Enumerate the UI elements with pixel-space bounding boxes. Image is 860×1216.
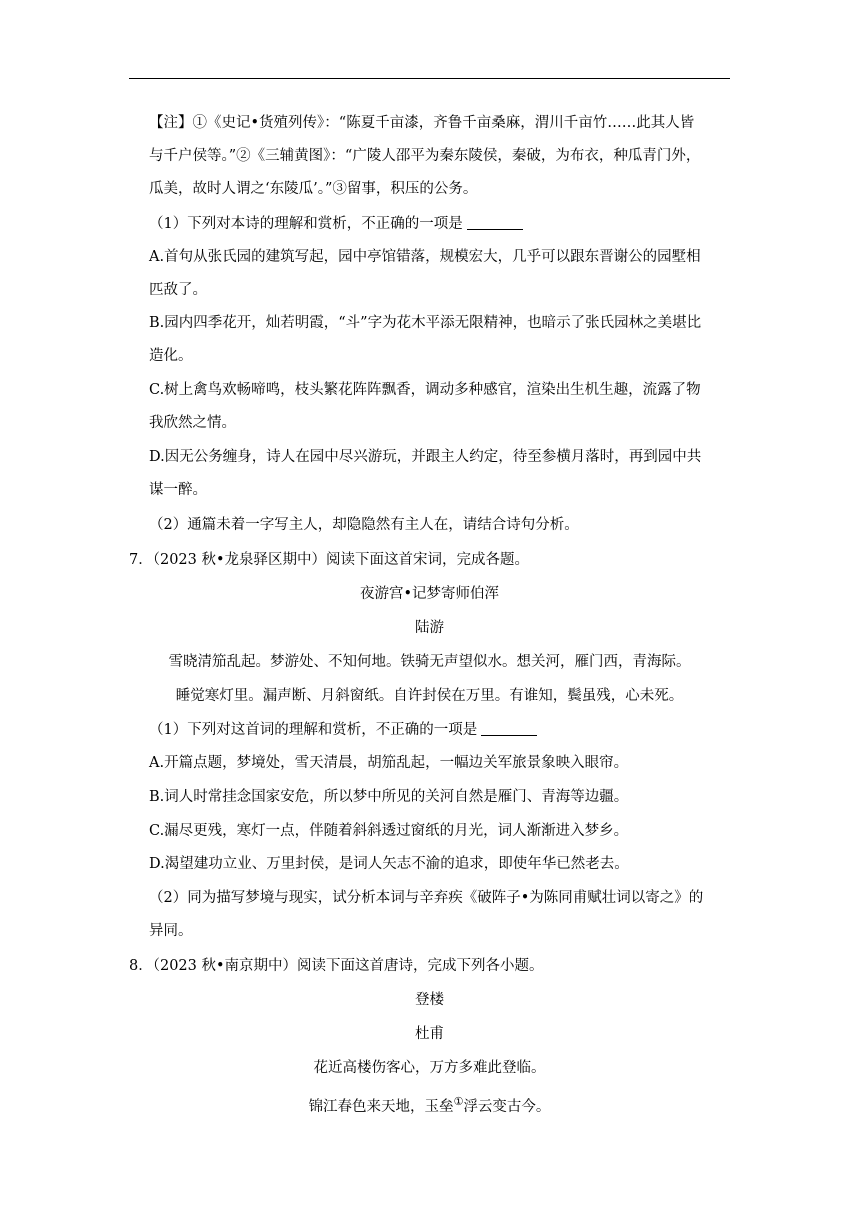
q6-sub2: （2）通篇未着一字写主人，却隐隐然有主人在，请结合诗句分析。 xyxy=(149,517,579,533)
q7-sub2-line1: （2）同为描写梦境与现实，试分析本词与辛弃疾《破阵子•为陈同甫赋壮词以寄之》的 xyxy=(149,890,704,906)
q7-poem-author: 陆游 xyxy=(415,620,444,636)
q6-option-a-line2: 匹敌了。 xyxy=(149,282,207,298)
q6-option-c-line1: C.树上禽鸟欢畅啼鸣，枝头繁花阵阵飘香，调动多种感官，渲染出生机生趣，流露了物 xyxy=(149,382,701,398)
q6-option-d-line2: 谋一醉。 xyxy=(149,482,207,498)
q6-option-b-line2: 造化。 xyxy=(149,348,193,364)
q7-sub2-line2: 异同。 xyxy=(149,923,193,939)
q8-poem-author: 杜甫 xyxy=(415,1026,444,1042)
q6-sub1 xyxy=(149,214,523,234)
note-line-2: 与千户侯等。”②《三辅黄图》：“广陵人邵平为秦东陵侯，秦破，为布衣，种瓜青门外， xyxy=(149,148,701,164)
q7-sub1 xyxy=(149,720,537,740)
q7-sub1-text: （1）下列对这首词的理解和赏析，不正确的一项是 xyxy=(149,722,478,738)
q7-option-a: A.开篇点题，梦境处，雪天清晨，胡笳乱起，一幅边关军旅景象映入眼帘。 xyxy=(149,755,629,771)
q8-verse-2 xyxy=(129,1092,730,1117)
q6-sub1-text: （1）下列对本诗的理解和赏析，不正确的一项是 xyxy=(149,216,463,232)
q8-stem: 8．（2023 秋•南京期中）阅读下面这首唐诗，完成下列各小题。 xyxy=(129,958,544,974)
q7-option-d: D.渴望建功立业、万里封侯，是词人矢志不渝的追求，即使年华已然老去。 xyxy=(149,856,629,872)
answer-blank[interactable] xyxy=(467,215,523,230)
footnote-marker: ① xyxy=(453,1095,464,1108)
q7-option-b: B.词人时常挂念国家安危，所以梦中所见的关河自然是雁门、青海等边疆。 xyxy=(149,789,629,805)
q8-verse-2a: 锦江春色来天地，玉垒 xyxy=(308,1099,454,1115)
note-line-1: 【注】①《史记•货殖列传》：“陈夏千亩漆，齐鲁千亩桑麻，渭川千亩竹……此其人皆 xyxy=(149,115,695,131)
q7-stem: 7．（2023 秋•龙泉驿区期中）阅读下面这首宋词，完成各题。 xyxy=(129,552,530,568)
header-rule xyxy=(129,78,730,79)
answer-blank[interactable] xyxy=(481,721,537,736)
q7-option-c: C.漏尽更残，寒灯一点，伴随着斜斜透过窗纸的月光，词人渐渐进入梦乡。 xyxy=(149,823,629,839)
q8-poem-title: 登楼 xyxy=(415,992,444,1008)
q6-option-c-line2: 我欣然之情。 xyxy=(149,415,236,431)
q6-option-d-line1: D.因无公务缠身，诗人在园中尽兴游玩，并跟主人约定，待至参横月落时，再到园中共 xyxy=(149,449,702,465)
q8-verse-2b: 浮云变古今。 xyxy=(463,1099,551,1115)
q6-option-b-line1: B.园内四季花开，灿若明霞，“斗”字为花木平添无限精神，也暗示了张氏园林之美堪比 xyxy=(149,315,702,331)
q8-verse-1: 花近高楼伤客心，万方多难此登临。 xyxy=(313,1060,546,1076)
q7-verse-1: 雪晓清笳乱起。梦游处、不知何地。铁骑无声望似水。想关河，雁门西，青海际。 xyxy=(168,654,691,670)
q7-poem-title: 夜游宫•记梦寄师伯浑 xyxy=(359,586,500,602)
q7-verse-2: 睡觉寒灯里。漏声断、月斜窗纸。自许封侯在万里。有谁知，鬓虽残，心未死。 xyxy=(175,688,684,704)
note-line-3: 瓜美，故时人谓之‘东陵瓜’。”③留事，积压的公务。 xyxy=(149,181,478,197)
q6-option-a-line1: A.首句从张氏园的建筑写起，园中亭馆错落，规模宏大，几乎可以跟东晋谢公的园墅相 xyxy=(149,249,701,265)
